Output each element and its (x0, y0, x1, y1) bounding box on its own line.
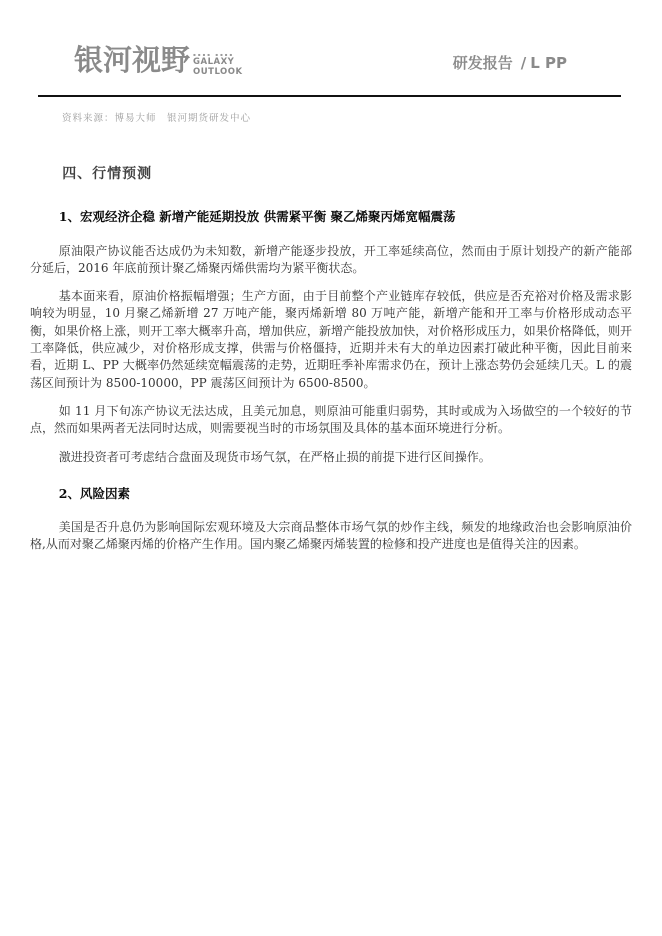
paragraph: 美国是否升息仍为影响国际宏观环境及大宗商品整体市场气氛的炒作主线，频发的地缘政治也会影响原油价格,从而对聚乙烯聚丙烯的价格产生作用。国内聚乙烯聚丙烯装置的检修和投产进度也是值得关注的因素。 (30, 520, 632, 552)
logo-dots-icon: ▪▪▪▪ ▪▪▪▪ (193, 52, 235, 57)
report-code-label: L PP (530, 53, 567, 72)
header-divider (38, 95, 621, 97)
report-type-separator: / (520, 53, 527, 72)
source-note: 资料来源：博易大师 银河期货研发中心 (62, 112, 252, 124)
logo-english-block (193, 52, 243, 78)
brand-logo (74, 45, 243, 78)
report-header (0, 0, 662, 78)
report-content (0, 166, 662, 554)
subsection-2-title: 2、风险因素 (58, 485, 130, 501)
logo-chinese-text: 银河视野 (74, 43, 191, 77)
subsection-1-title: 1、宏观经济企稳 新增产能延期投放 供需紧平衡 聚乙烯聚丙烯宽幅震荡 (58, 209, 456, 225)
logo-galaxy-text: GALAXY (193, 57, 235, 67)
section-title: 四、行情预测 (62, 165, 153, 182)
report-type-label: 研发报告 (452, 53, 513, 72)
report-type-header (453, 52, 567, 78)
paragraph: 如 11 月下旬冻产协议无法达成，且美元加息，则原油可能重归弱势，其时或成为入场做空的一个较好的节点，然而如果两者无法同时达成，则需要视当时的市场氛围及具体的基本面环境进行分析。 (30, 403, 632, 436)
logo-outlook-text: OUTLOOK (193, 66, 243, 77)
paragraph: 激进投资者可考虑结合盘面及现货市场气氛，在严格止损的前提下进行区间操作。 (58, 449, 491, 464)
paragraph: 原油限产协议能否达成仍为未知数，新增产能逐步投放，开工率延续高位，然而由于原计划投产的新产能部分延后，2016 年底前预计聚乙烯聚丙烯供需均为紧平衡状态。 (30, 243, 632, 275)
paragraph: 基本面来看，原油价格振幅增强；生产方面，由于目前整个产业链库存较低，供应是否充裕对价格及需求影响较为明显，10 月聚乙烯新增 27 万吨产能，聚丙烯新增 80 万吨产能，新增产能和开工率与价格形成动态平衡，如果价格上涨，则开工率大概率升高，增加供应，新增产能投放加快，对价格形成压力，如果价格降低，则开工率降低，供应减少，对价格形成支撑，供需与价格僵持，近期并未有大的单边因素打破此种平衡，因此目前来看，近期 L、PP 大概率仍然延续宽幅震荡的走势，近期旺季补库需求仍在，预计上涨态势仍会延续几天。L 的震荡区间预计为 8500-10000，PP 震荡区间预计为 6500-8500。 (30, 289, 632, 390)
